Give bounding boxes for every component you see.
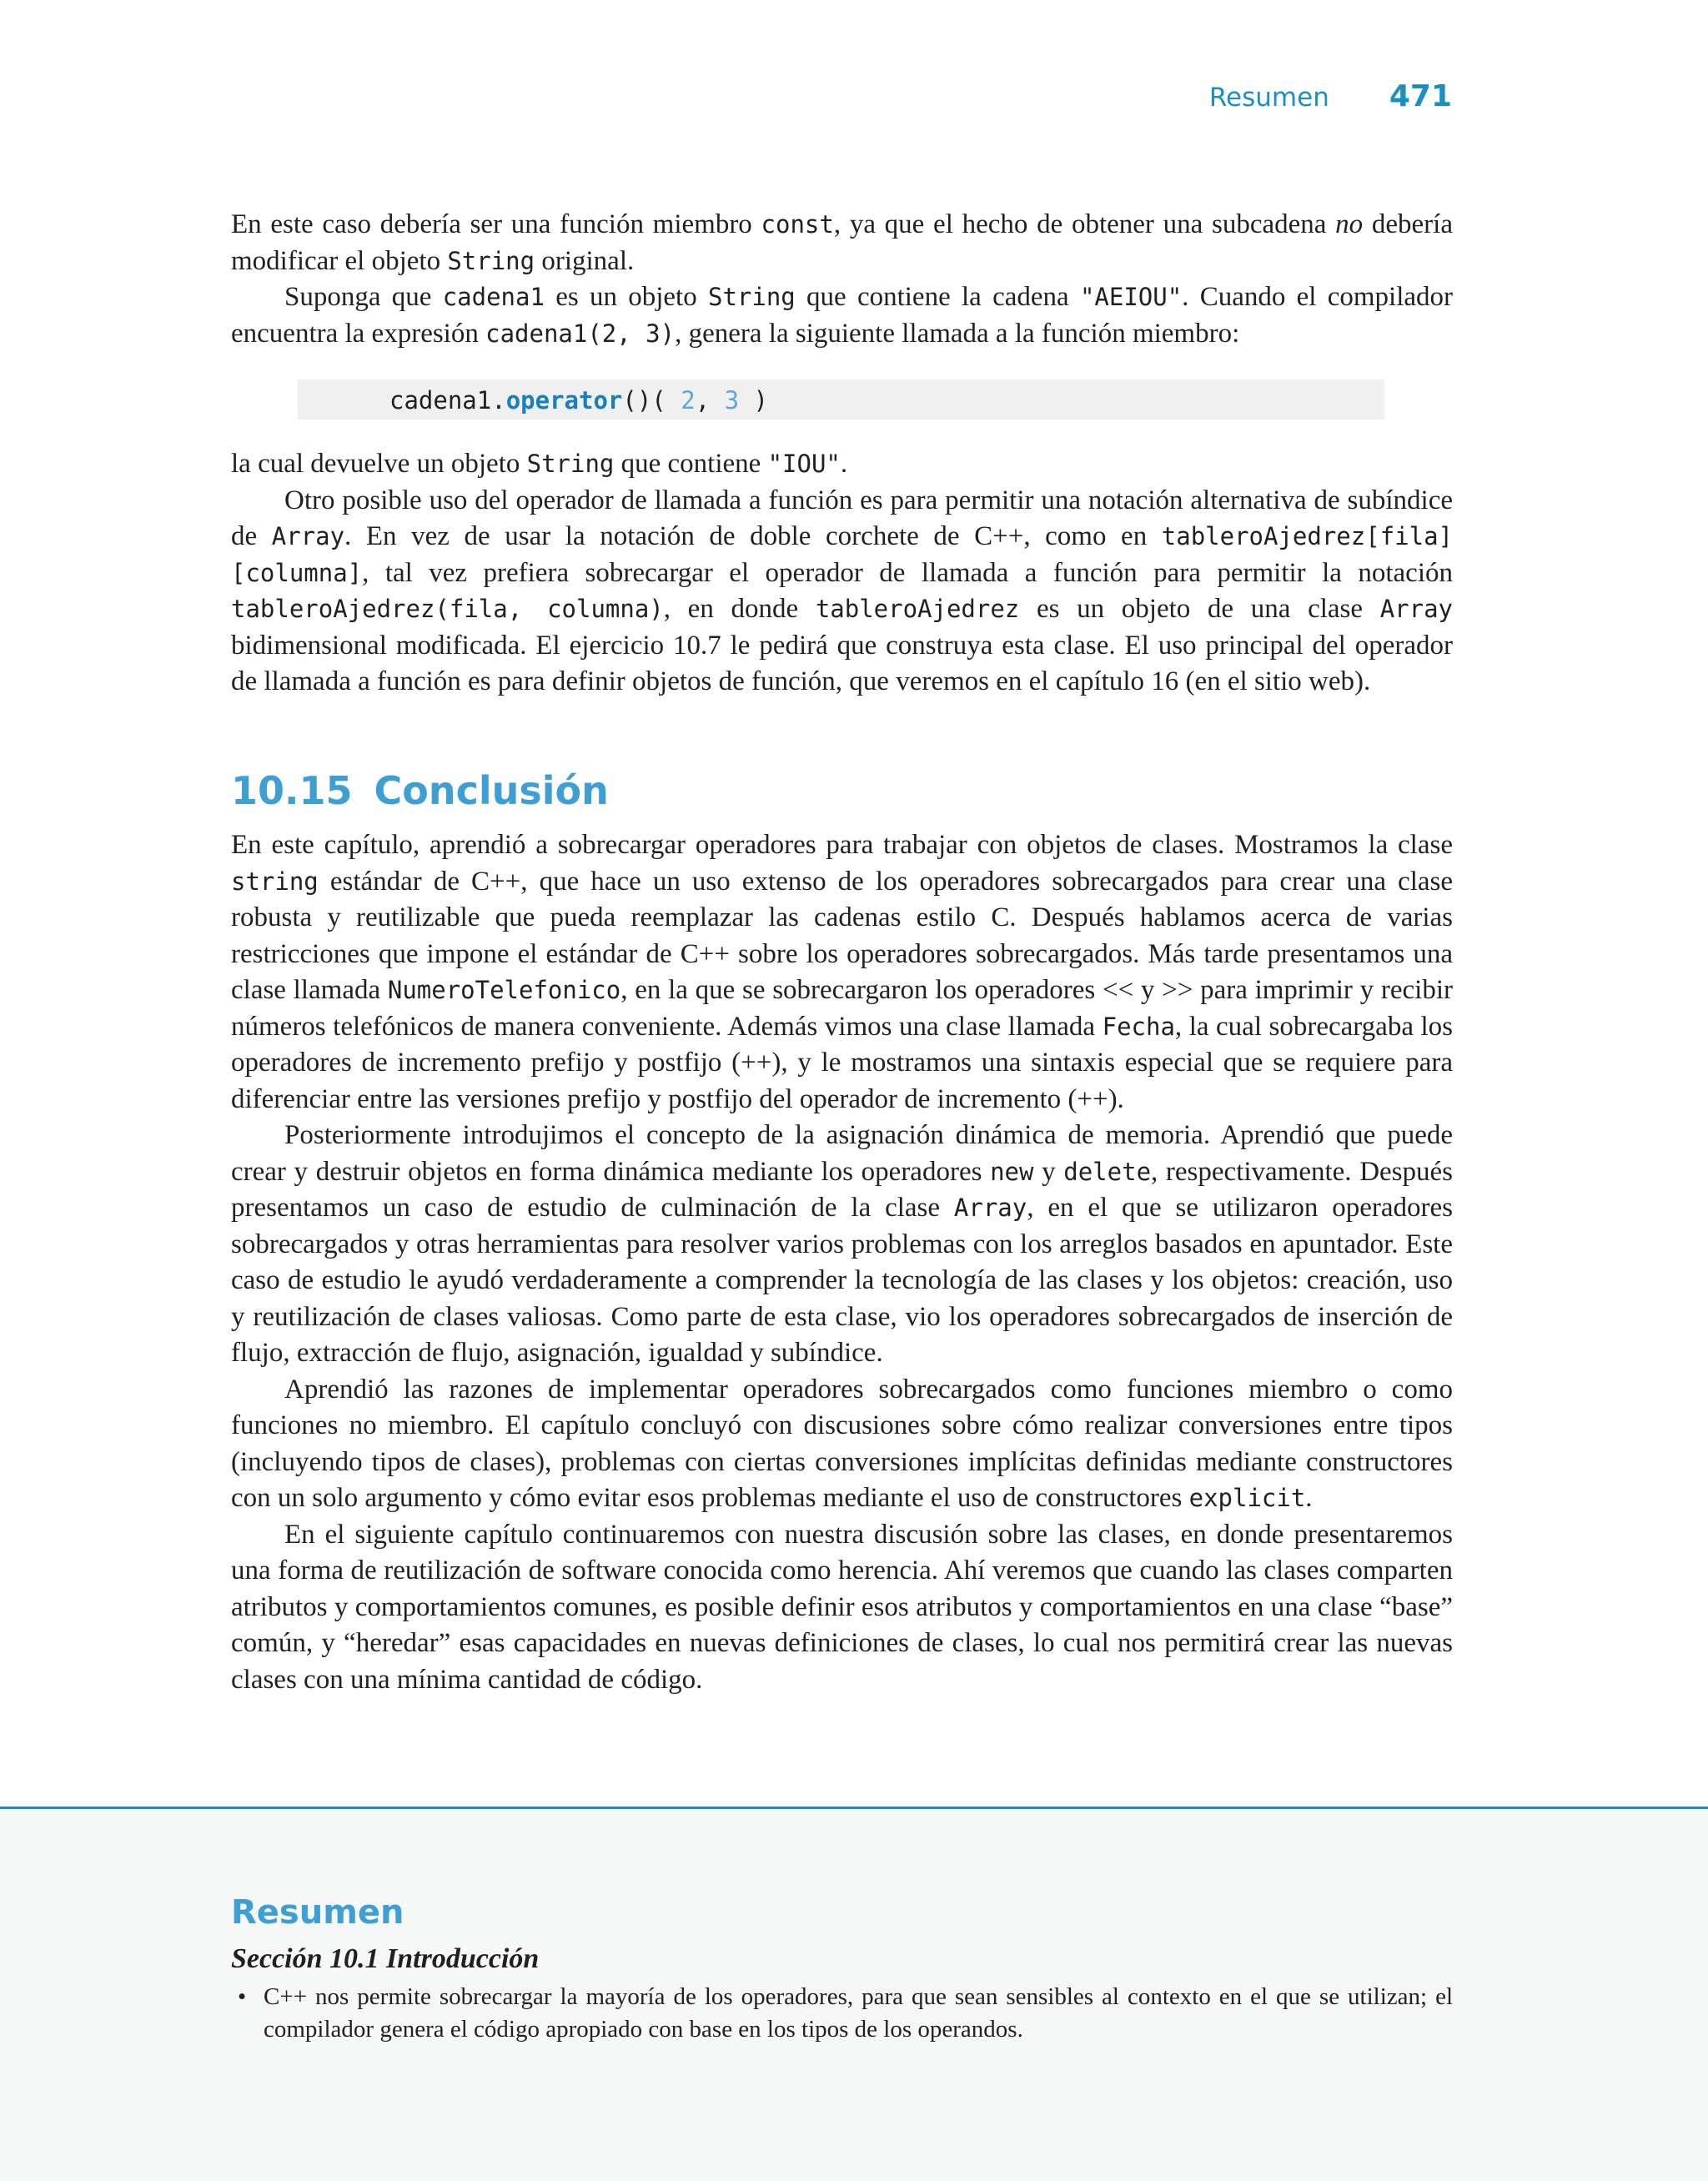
conclusion-block: [231, 827, 1453, 1698]
summary-bullet: [231, 1981, 1453, 2046]
paragraph: En este caso debería ser una función miembro const, ya que el hecho de obtener una subcadena no debería modificar el objeto String original.: [231, 209, 1453, 276]
running-header: [1209, 79, 1452, 121]
section-title: Conclusión: [374, 768, 609, 813]
paragraph: Suponga que cadena1 es un objeto String que contiene la cadena "AEIOU". Cuando el compilador encuentra la expresión cadena1(2, 3), genera la siguiente llamada a la función miembro:: [231, 282, 1454, 349]
summary-heading: Resumen: [231, 1893, 404, 1932]
header-section-title: Resumen: [1208, 83, 1329, 113]
bullet-marker: •: [238, 1983, 247, 2010]
code-example: [298, 379, 1384, 420]
code-line: cadena1.operator()( 2, 3 ): [389, 386, 768, 415]
paragraph: Otro posible uso del operador de llamada a función es para permitir una notación alternativa de subíndice de Array. En vez de usar la notación de doble corchete de C++, como en tableroAjedrez[fila][columna], tal vez prefiera sobrecargar el operador de llamada a función para permitir la notación tableroAjedrez(fila, columna), en donde tableroAjedrez es un objeto de una clase Array bidimensional modificada. El ejercicio 10.7 le pedirá que construya esta clase. El uso principal del operador de llamada a función es para definir objetos de función, que veremos en el capítulo 16 (en el sitio web).: [231, 485, 1454, 696]
paragraph: En este capítulo, aprendió a sobrecargar operadores para trabajar con objetos de clases. Mostramos la clase string estándar de C++, que hace un uso extenso de los operadores sobrecargados para crear una clase robusta y reutilizable que pueda reemplazar las cadenas estilo C. Después hablamos acerca de varias restricciones que impone el estándar de C++ sobre los operadores sobrecargados. Más tarde presentamos una clase llamada NumeroTelefonico, en la que se sobrecargaron los operadores << y >> para imprimir y recibir números telefónicos de manera conveniente. Además vimos una clase llamada Fecha, la cual sobrecargaba los operadores de incremento prefijo y postfijo (++), y le mostramos una sintaxis especial que se requiere para diferenciar entre las versiones prefijo y postfijo del operador de incremento (++).: [231, 830, 1454, 1114]
paragraph: Posteriormente introdujimos el concepto de la asignación dinámica de memoria. Aprendió que puede crear y destruir objetos en forma dinámica mediante los operadores new y delete, respectivamente. Después presentamos un caso de estudio de culminación de la clase Array, en el que se utilizaron operadores sobrecargados y otras herramientas para resolver varios problemas con los arreglos basados en apuntador. Este caso de estudio le ayudó verdaderamente a comprender la tecnología de las clases y los objetos: creación, uso y reutilización de clases valiosas. Como parte de esta clase, vio los operadores sobrecargados de inserción de flujo, extracción de flujo, asignación, igualdad y subíndice.: [231, 1120, 1454, 1368]
section-number: 10.15: [231, 768, 353, 813]
section-heading: [231, 768, 609, 813]
page-number: 471: [1389, 79, 1452, 113]
summary-section-heading: Sección 10.1 Introducción: [231, 1943, 540, 1974]
intro-block-continued: [231, 446, 1453, 701]
paragraph: la cual devuelve un objeto String que contiene "IOU".: [231, 449, 848, 479]
bullet-text: C++ nos permite sobrecargar la mayoría de los operadores, para que sean sensibles al contexto en el que se utilizan; el compilador genera el código apropiado con base en los tipos de los operandos.: [264, 1983, 1453, 2043]
intro-block: [231, 207, 1453, 352]
paragraph: Aprendió las razones de implementar operadores sobrecargados como funciones miembro o como funciones no miembro. El capítulo concluyó con discusiones sobre cómo realizar conversiones entre tipos (incluyendo tipos de clases), problemas con ciertas conversiones implícitas definidas mediante constructores con un solo argumento y cómo evitar esos problemas mediante el uso de constructores explicit.: [231, 1374, 1453, 1513]
paragraph: En el siguiente capítulo continuaremos con nuestra discusión sobre las clases, en donde presentaremos una forma de reutilización de software conocida como herencia. Ahí veremos que cuando las clases comparten atributos y comportamientos comunes, es posible definir esos atributos y comportamientos en una clase “base” común, y “heredar” esas capacidades en nuevas definiciones de clases, lo cual nos permitirá crear las nuevas clases con una mínima cantidad de código.: [231, 1519, 1453, 1695]
